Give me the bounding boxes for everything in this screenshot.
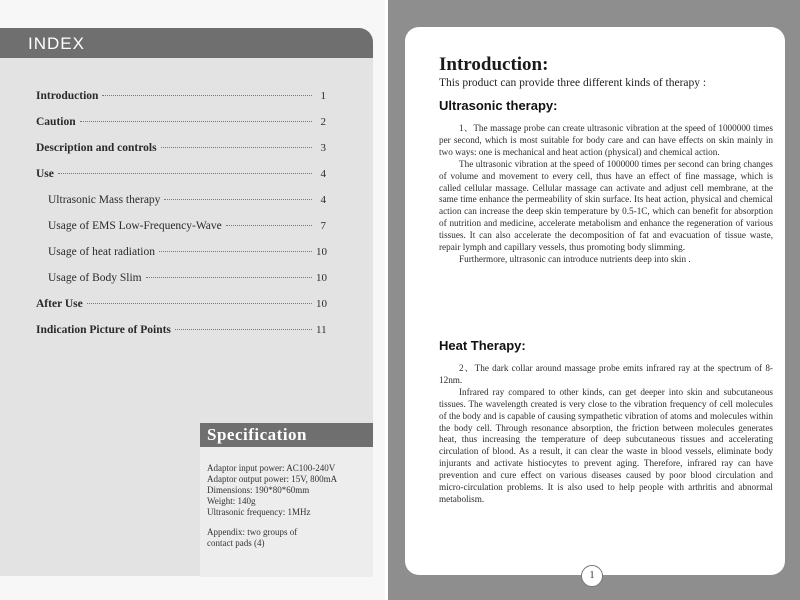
toc-page-number: 10 (316, 298, 327, 310)
toc-label: Usage of heat radiation (48, 246, 155, 258)
toc-page-number: 2 (320, 116, 326, 128)
toc-label: After Use (36, 298, 83, 310)
toc-label: Description and controls (36, 142, 157, 154)
toc-leader (161, 147, 312, 148)
index-header-bar (0, 28, 373, 58)
paragraph: Infrared ray compared to other kinds, can get deeper into skin and subcutaneous tissues. The wavelength created is very close to the vibration frequency of cell molecules of the body and is capable of causing sympathetic vibration of atoms and molecules within the body cell. Through resonance absorption, the friction between molecules generates heat, thus increasing the temperature of deep subcutaneous tissues and accelerating circulation of blood. As a result, it can clear the waste in blood vessels, eliminate body injurants and activate histiocytes to prevent aging. Therefore, infrared ray can have prevention and cure effect on various diseases caused by poor blood circulation and micro-circulation problems. It is also used to help people with arthritis and abnormal metabolism. (439, 386, 773, 504)
appendix-line: Appendix: two groups of (207, 527, 298, 537)
specification-list (207, 463, 337, 518)
paragraph: 2、The dark collar around massage probe emits infrared ray at the spectrum of 8-12nm. (439, 363, 773, 385)
toc-entry-ems[interactable] (36, 220, 326, 236)
toc-leader (159, 251, 312, 252)
toc-page-number: 4 (320, 194, 326, 206)
left-page (0, 0, 385, 600)
spec-line: Adaptor output power: 15V, 800mA (207, 474, 338, 484)
spec-line: Adaptor input power: AC100-240V (207, 463, 336, 473)
toc-page-number: 3 (320, 142, 326, 154)
toc-leader (175, 329, 312, 330)
ultrasonic-heading: Ultrasonic therapy: (439, 98, 558, 113)
toc-leader (102, 95, 312, 96)
toc-entry-after-use[interactable] (36, 298, 326, 314)
ultrasonic-body (439, 123, 773, 266)
specification-appendix (207, 527, 297, 549)
toc-leader (226, 225, 312, 226)
toc-entry-description[interactable] (36, 142, 326, 158)
toc-label: Ultrasonic Mass therapy (48, 194, 161, 206)
specification-header-bar (200, 423, 373, 447)
toc-entry-body-slim[interactable] (36, 272, 326, 288)
toc-page-number: 7 (320, 220, 326, 232)
specification-title: Specification (207, 425, 307, 444)
spec-line: Ultrasonic frequency: 1MHz (207, 507, 311, 517)
toc-entry-indication-picture[interactable] (36, 324, 326, 340)
toc-label: Indication Picture of Points (36, 324, 171, 336)
toc-label: Use (36, 168, 54, 180)
toc-entry-heat-radiation[interactable] (36, 246, 326, 262)
toc-entry-use[interactable] (36, 168, 326, 184)
toc-label: Introduction (36, 90, 99, 102)
toc-page-number: 4 (320, 168, 326, 180)
index-title: INDEX (28, 34, 85, 53)
introduction-subtitle: This product can provide three different kinds of therapy : (439, 77, 707, 89)
toc-leader (164, 199, 312, 200)
toc-label: Caution (36, 116, 76, 128)
index-panel (0, 28, 373, 576)
specification-box (200, 423, 373, 577)
toc-label: Usage of EMS Low-Frequency-Wave (48, 220, 222, 232)
introduction-page (405, 27, 785, 581)
toc-entry-introduction[interactable] (36, 90, 326, 106)
toc-leader (146, 277, 312, 278)
heat-therapy-heading: Heat Therapy: (439, 338, 526, 353)
toc-label: Usage of Body Slim (48, 272, 142, 284)
paragraph: 1、The massage probe can create ultrasonic vibration at the speed of 1000000 times per second, which is most suitable for body care and can have effects on skin mainly in two ways: one is mechanical and heat action (physical) and chemical action. (439, 123, 773, 157)
toc-leader (87, 303, 312, 304)
paragraph: The ultrasonic vibration at the speed of 1000000 times per second can bring changes of volume and movement to every cell, thus have an effect of fine massage, which is called cellular massage. Cellular massage can activate and adjust cell membrane, at the same time enhance the permeability of skin surface. Its heat action, physical and chemical action can increase the deep skin temperature by 0.5-1C, which can benefit for absorption of nutrition and medicine, accelerate metabolism and enhance the regeneration of various tissues. It can also accelerate the decomposition of fat and evacuation of tissue waste, repair lymph and capillary vessels, thus promoting body slimming. (439, 158, 773, 253)
toc-page-number: 11 (316, 324, 327, 336)
toc-page-number: 10 (316, 246, 327, 258)
heat-therapy-body (439, 363, 773, 506)
toc-entry-caution[interactable] (36, 116, 326, 132)
paragraph: Furthermore, ultrasonic can introduce nutrients deep into skin . (459, 253, 691, 264)
toc-page-number: 1 (320, 90, 326, 102)
spec-line: Dimensions: 190*80*60mm (207, 485, 310, 495)
toc-leader (58, 173, 312, 174)
toc-entry-ultrasonic[interactable] (36, 194, 326, 210)
page-number-badge: 1 (581, 565, 603, 587)
toc-page-number: 10 (316, 272, 327, 284)
introduction-title: Introduction: (439, 54, 549, 75)
appendix-line: contact pads (4) (207, 538, 265, 548)
toc-leader (80, 121, 312, 122)
spec-line: Weight: 140g (207, 496, 256, 506)
